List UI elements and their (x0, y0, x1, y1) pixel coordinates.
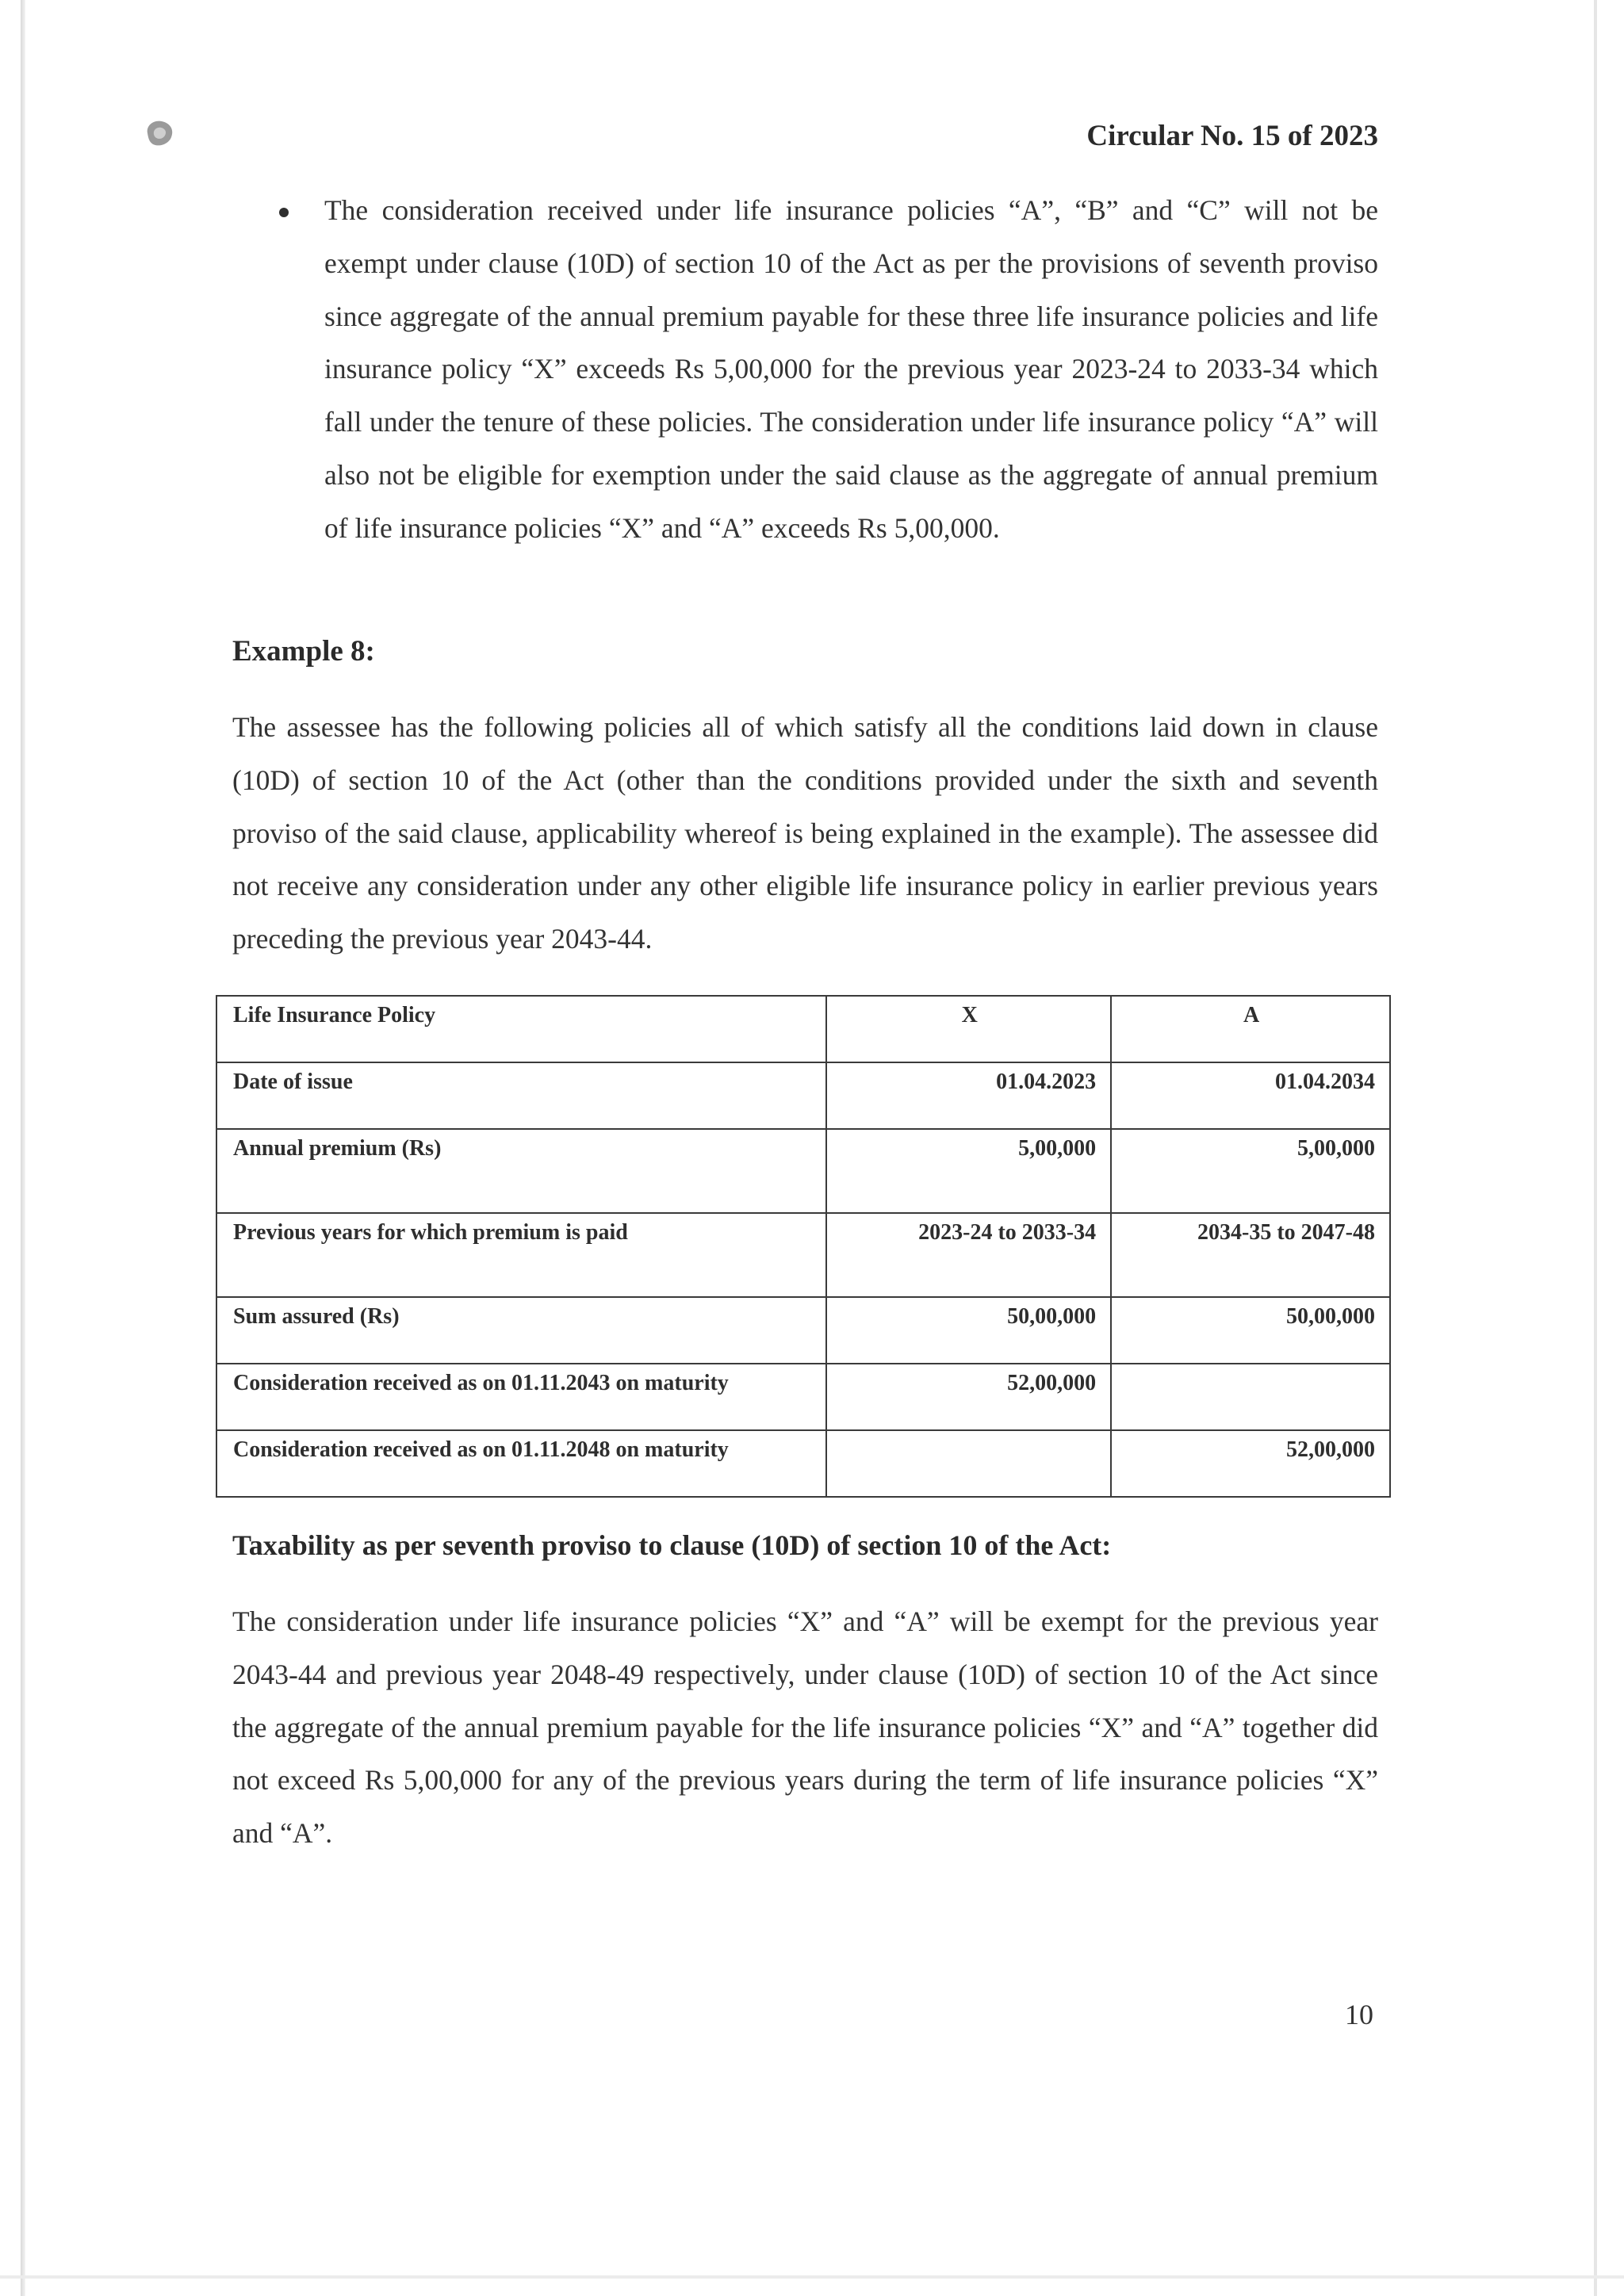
scan-edge-bottom (0, 2275, 1624, 2279)
row-value-x: 52,00,000 (826, 1364, 1111, 1430)
table-row (216, 1062, 1390, 1129)
scan-edge-left (21, 0, 25, 2296)
table-row (216, 1430, 1390, 1497)
row-value-x: 01.04.2023 (826, 1062, 1111, 1129)
row-label: Consideration received as on 01.11.2048 on maturity (216, 1430, 826, 1497)
row-value-a: 2034-35 to 2047-48 (1111, 1213, 1390, 1297)
punch-hole-mark-icon (141, 117, 178, 151)
row-value-x: 2023-24 to 2033-34 (826, 1213, 1111, 1297)
row-label: Consideration received as on 01.11.2043 on maturity (216, 1364, 826, 1430)
table-header-a: A (1111, 996, 1390, 1062)
taxability-paragraph: The consideration under life insurance policies “X” and “A” will be exempt for the previous year 2043-44 and previous year 2048-49 respectively, under clause (10D) of section 10 of the Act since the aggregate of the annual premium payable for the life insurance policies “X” and “A” together did not exceed Rs 5,00,000 for any of the previous years during the term of life insurance policies “X” and “A”. (232, 1605, 1378, 1850)
row-value-x: 5,00,000 (826, 1129, 1111, 1213)
row-value-x: 50,00,000 (826, 1297, 1111, 1364)
policy-table (216, 995, 1391, 1498)
row-label: Date of issue (216, 1062, 826, 1129)
row-label: Annual premium (Rs) (216, 1129, 826, 1213)
bullet-text: The consideration received under life insurance policies “A”, “B” and “C” will not be exempt under clause (10D) of section 10 of the Act as per the provisions of seventh proviso since aggregate of the annual premium payable for these three life insurance policies and life insurance policy “X” exceeds Rs 5,00,000 for the previous year 2023-24 to 2033-34 which fall under the tenure of these policies. The consideration under life insurance policy “A” will also not be eligible for exemption under the said clause as the aggregate of annual premium of life insurance policies “X” and “A” exceeds Rs 5,00,000. (324, 194, 1378, 544)
table-header-label: Life Insurance Policy (216, 996, 826, 1062)
row-value-a: 5,00,000 (1111, 1129, 1390, 1213)
page-number: 10 (1345, 1999, 1373, 2030)
table-header-row (216, 996, 1390, 1062)
row-value-a: 01.04.2034 (1111, 1062, 1390, 1129)
example-heading: Example 8: (232, 635, 375, 668)
scan-edge-right (1594, 0, 1597, 2296)
table-header-x: X (826, 996, 1111, 1062)
table-row (216, 1129, 1390, 1213)
table-row (216, 1213, 1390, 1297)
bullet-item (282, 184, 1378, 555)
row-label: Sum assured (Rs) (216, 1297, 826, 1364)
table-row (216, 1297, 1390, 1364)
row-value-x (826, 1430, 1111, 1497)
table-row (216, 1364, 1390, 1430)
row-label: Previous years for which premium is paid (216, 1213, 826, 1297)
example-intro-paragraph: The assessee has the following policies all of which satisfy all the conditions laid down in clause (10D) of section 10 of the Act (other than the conditions provided under the sixth and seventh proviso of the said clause, applicability whereof is being explained in the example). The assessee did not receive any consideration under any other eligible life insurance policy in earlier previous years preceding the previous year 2043-44. (232, 711, 1378, 955)
row-value-a: 50,00,000 (1111, 1297, 1390, 1364)
circular-number: Circular No. 15 of 2023 (1086, 120, 1378, 152)
bullet-icon (279, 208, 289, 217)
taxability-heading: Taxability as per seventh proviso to clause (10D) of section 10 of the Act: (232, 1529, 1112, 1561)
row-value-a (1111, 1364, 1390, 1430)
row-value-a: 52,00,000 (1111, 1430, 1390, 1497)
